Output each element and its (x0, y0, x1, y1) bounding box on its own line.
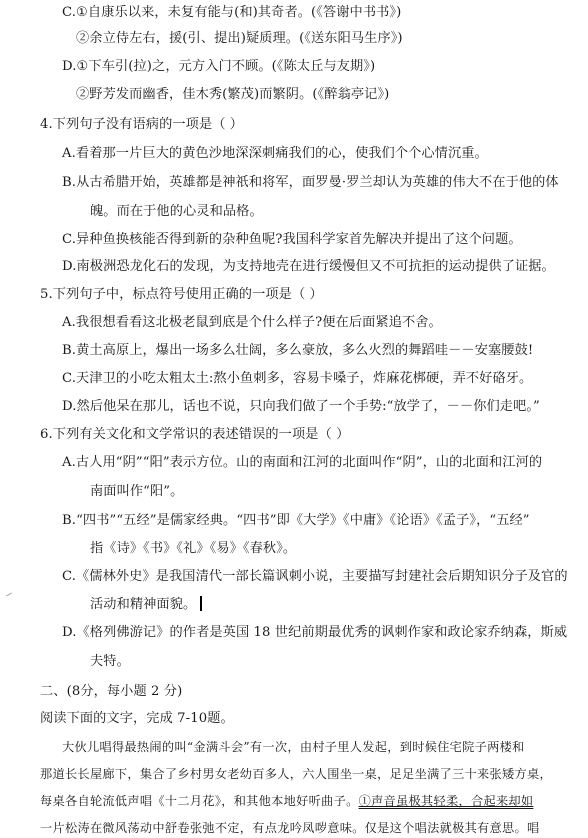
option-c-q3-line2: ②余立侍左右，援(引、提出)疑质理。(《送东阳马生序》) (76, 31, 403, 46)
q4-option-d: D.南极洲恐龙化石的发现，为支持地壳在进行缓慢但又不可抗拒的运动提供了证据。 (62, 259, 555, 274)
q6-option-b-line1: B.“四书”“五经”是儒家经典。“四书”即《大学》《中庸》《论语》《孟子》，“五经” (62, 513, 530, 528)
q6-option-c-line2-text: 活动和精神面貌。 (90, 597, 197, 612)
q6-option-a-line2: 南面叫作“阳”。 (90, 484, 184, 499)
passage-underlined-sentence: ①声音虽极其轻柔，合起来却如 (358, 794, 534, 808)
q5-option-c: C.天津卫的小吃太粗太土:熬小鱼刺多，容易卡嗓子，炸麻花梆硬，弄不好硌牙。 (62, 371, 533, 386)
q4-option-b-line1: B.从古希腊开始，英雄都是神祇和将军，面罗曼·罗兰却认为英雄的伟大不在于他的体 (62, 175, 559, 190)
section-two-heading: 二、(8分，每小题 2 分) (40, 684, 183, 699)
q6-option-c-line1: C.《儒林外史》是我国清代一部长篇讽刺小说，主要描写封建社会后期知识分子及官的 (62, 569, 568, 584)
passage-line-3 (40, 792, 533, 810)
text-cursor (200, 596, 202, 611)
q4-option-b-line2: 魄。而在于他的心灵和品格。 (90, 204, 263, 219)
passage-line-3-text: 每桌各自轮流低声唱《十二月花》，和其他本地好听曲子。 (40, 794, 359, 808)
passage-line-4: 一片松涛在微风荡动中舒卷张弛不定，有点龙吟凤哕意味。仅是这个唱法就极其有意思。唱 (40, 821, 540, 835)
q4-option-a: A.看着那一片巨大的黄色沙地深深刺痛我们的心，使我们个个心情沉重。 (62, 146, 488, 161)
margin-mark (6, 593, 12, 597)
q5-option-d: D.然后他呆在那儿，话也不说，只向我们做了一个手势:“放学了，－－你们走吧。” (62, 399, 540, 414)
q6-option-d-line2: 夫特。 (90, 654, 130, 669)
q5-option-b: B.黄土高原上，爆出一场多么壮阔，多么豪放，多么火烈的舞蹈哇－－安塞腰鼓! (62, 343, 534, 358)
q6-option-a-line1: A.古人用“阴”“阳”表示方位。山的南面和江河的北面叫作“阴”，山的北面和江河的 (62, 455, 543, 470)
option-d-q3-line2: ②野芳发而幽香，佳木秀(繁茂)而繁阴。(《醉翁亭记》) (76, 87, 390, 102)
q4-option-c: C.异种鱼换核能否得到新的杂种鱼呢?我国科学家首先解决并提出了这个问题。 (62, 232, 522, 247)
question-4: 4.下列句子没有语病的一项是（ ） (40, 117, 244, 132)
reading-instruction: 阅读下面的文字，完成 7-10题。 (40, 711, 234, 726)
q6-option-d-line1: D.《格列佛游记》的作者是英国 18 世纪前期最优秀的讽刺作家和政论家乔纳森，斯威 (62, 625, 568, 640)
passage-line-2: 那道长长屋廊下，集合了乡村男女老幼百多人，六人围坐一桌，足足坐满了三十来张矮方桌， (40, 767, 552, 781)
passage-line-1: 大伙儿唱得最热闹的叫“金满斗会”有一次，由村子里人发起，到时候住宅院子两楼和 (62, 740, 525, 754)
question-5: 5.下列句子中，标点符号使用正确的一项是（ ） (40, 287, 323, 302)
q6-option-c-line2 (90, 596, 202, 614)
q6-option-b-line2: 指《诗》《书》《礼》《易》《春秋》。 (90, 541, 297, 556)
option-d-q3-line1: D.①下车引(拉)之，元方入门不顾。(《陈太丘与友期》) (62, 59, 376, 74)
question-6: 6.下列有关文化和文学常识的表述错误的一项是（ ） (40, 427, 350, 442)
option-c-q3-line1: C.①自康乐以来，未复有能与(和)其奇者。(《答谢中书书》) (62, 5, 402, 20)
q5-option-a: A.我很想看看这北极老鼠到底是个什么样子?便在后面紧追不舍。 (62, 315, 442, 330)
